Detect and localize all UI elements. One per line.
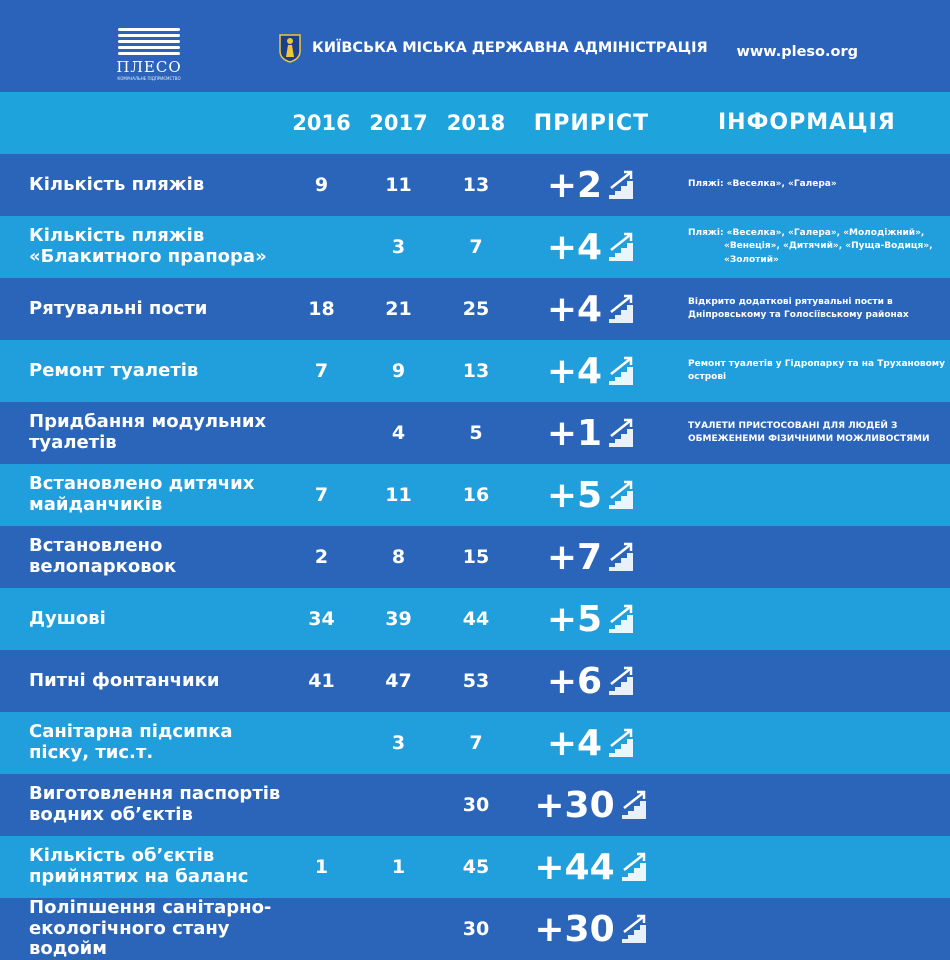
stairs-arrow-icon	[606, 293, 636, 325]
col-2018-header: 2018	[446, 111, 506, 135]
value-2017: 4	[391, 422, 406, 444]
table-row	[0, 898, 950, 960]
info-text: Відкрито додаткові рятувальні пости в Дніпровському та Голосіївському районах	[688, 296, 909, 320]
pleso-logo	[110, 28, 188, 81]
info-cell	[668, 340, 950, 402]
row-label: Рятувальні пости	[29, 297, 208, 319]
growth-cell	[515, 898, 668, 960]
value-2017: 11	[385, 484, 412, 506]
stairs-arrow-icon	[606, 541, 636, 573]
stairs-arrow-icon	[619, 789, 649, 821]
stairs-arrow-icon	[606, 727, 636, 759]
row-label: Душові	[29, 607, 106, 629]
stairs-arrow-icon	[606, 603, 636, 635]
growth-value: +44	[534, 846, 615, 888]
info-cell	[668, 402, 950, 464]
header-label-cell	[0, 92, 283, 154]
growth-cell	[515, 340, 668, 402]
info-cell	[668, 154, 950, 216]
value-2018: 44	[462, 608, 490, 630]
table-row	[0, 464, 950, 526]
table-row	[0, 774, 950, 836]
value-2016	[283, 712, 360, 774]
growth-value: +30	[534, 784, 615, 826]
value-2016	[283, 216, 360, 278]
info-cell	[668, 774, 950, 836]
logo-name: ПЛЕСО	[116, 58, 182, 76]
logo-subtext: КОМУНАЛЬНЕ ПІДПРИЄМСТВО	[117, 76, 181, 81]
row-label: Кількість пляжів «Блакитного прапора»	[29, 225, 267, 267]
value-2018: 7	[469, 236, 483, 258]
value-2018: 5	[469, 422, 483, 444]
value-2016	[283, 774, 360, 836]
kyiv-crest-icon	[278, 33, 302, 63]
row-label: Кількість пляжів	[29, 173, 205, 195]
info-cell	[668, 712, 950, 774]
col-info-header: ІНФОРМАЦІЯ	[718, 110, 896, 136]
kmda-title	[278, 33, 708, 63]
stats-table	[0, 92, 950, 960]
value-2016: 2	[314, 546, 329, 568]
info-cell	[668, 464, 950, 526]
growth-value: +4	[546, 226, 603, 268]
info-text: ТУАЛЕТИ ПРИСТОСОВАНІ ДЛЯ ЛЮДЕЙ З ОБМЕЖЕНЕМИ ФІЗИЧНИМИ МОЖЛИВОСТЯМИ	[688, 420, 930, 444]
info-cell	[668, 526, 950, 588]
info-cell	[668, 216, 950, 278]
growth-value: +6	[546, 660, 603, 702]
value-2017: 39	[385, 608, 412, 630]
value-2016: 18	[308, 298, 335, 320]
col-growth-header: ПРИРІСТ	[533, 110, 650, 136]
row-label: Встановлено дитячих майданчиків	[29, 473, 255, 515]
growth-cell	[515, 588, 668, 650]
value-2017: 8	[391, 546, 406, 568]
stairs-arrow-icon	[619, 851, 649, 883]
value-2017: 3	[391, 236, 406, 258]
table-row	[0, 154, 950, 216]
info-text: Пляжі: «Веселка», «Галера», «Молодіжний»,	[688, 228, 925, 239]
value-2016: 7	[314, 484, 329, 506]
stairs-arrow-icon	[606, 169, 636, 201]
website-link[interactable]: www.pleso.org	[736, 44, 858, 60]
row-label: Питні фонтанчики	[29, 669, 220, 691]
value-2017: 3	[391, 732, 406, 754]
table-row	[0, 402, 950, 464]
stairs-arrow-icon	[606, 231, 636, 263]
info-cell	[668, 836, 950, 898]
growth-cell	[515, 774, 668, 836]
table-row	[0, 650, 950, 712]
value-2016: 9	[314, 174, 329, 196]
value-2016: 41	[308, 670, 335, 692]
table-row	[0, 340, 950, 402]
value-2017	[360, 774, 437, 836]
value-2017: 11	[385, 174, 412, 196]
value-2018: 15	[462, 546, 490, 568]
value-2018: 16	[462, 484, 490, 506]
growth-value: +5	[546, 598, 603, 640]
stairs-arrow-icon	[606, 417, 636, 449]
info-cell	[668, 278, 950, 340]
value-2016: 1	[314, 856, 329, 878]
growth-cell	[515, 402, 668, 464]
table-row	[0, 278, 950, 340]
info-cell	[668, 898, 950, 960]
growth-cell	[515, 216, 668, 278]
row-label: Придбання модульних туалетів	[29, 411, 267, 453]
value-2016	[283, 898, 360, 960]
growth-value: +4	[546, 288, 603, 330]
growth-cell	[515, 836, 668, 898]
growth-cell	[515, 464, 668, 526]
row-label: Ремонт туалетів	[29, 359, 199, 381]
stairs-arrow-icon	[606, 355, 636, 387]
table-row	[0, 588, 950, 650]
table-row	[0, 712, 950, 774]
value-2017: 9	[391, 360, 406, 382]
growth-cell	[515, 526, 668, 588]
stairs-arrow-icon	[619, 913, 649, 945]
org-name: КИЇВСЬКА МІСЬКА ДЕРЖАВНА АДМІНІСТРАЦІЯ	[312, 40, 708, 56]
row-label: Санітарна підсипка піску, тис.т.	[29, 721, 233, 763]
value-2018: 30	[462, 918, 490, 940]
value-2017: 47	[385, 670, 412, 692]
growth-cell	[515, 154, 668, 216]
stairs-arrow-icon	[606, 479, 636, 511]
waves-logo-icon	[110, 28, 188, 55]
value-2017: 1	[391, 856, 406, 878]
info-cell	[668, 588, 950, 650]
value-2018: 53	[462, 670, 490, 692]
growth-cell	[515, 650, 668, 712]
info-text: Ремонт туалетів у Гідропарку та на Трухановому острові	[688, 358, 946, 382]
table-header-row	[0, 92, 950, 154]
value-2018: 13	[462, 360, 490, 382]
table-row	[0, 216, 950, 278]
header	[0, 0, 950, 92]
stairs-arrow-icon	[606, 665, 636, 697]
info-text-continued: «Венеція», «Дитячий», «Пуща-Водиця», «Золотий»	[724, 241, 933, 265]
value-2017	[360, 898, 437, 960]
value-2017: 21	[385, 298, 412, 320]
value-2016: 7	[314, 360, 329, 382]
value-2016	[283, 402, 360, 464]
value-2018: 45	[462, 856, 490, 878]
row-label: Поліпшення санітарно-екологічного стану водойм	[29, 896, 272, 960]
row-label: Встановлено велопарковок	[29, 535, 177, 577]
value-2018: 7	[469, 732, 483, 754]
table-row	[0, 526, 950, 588]
growth-value: +5	[546, 474, 603, 516]
col-2017-header: 2017	[369, 111, 428, 135]
info-text: Пляжі: «Веселка», «Галера»	[688, 179, 837, 190]
growth-value: +7	[546, 536, 603, 578]
col-2016-header: 2016	[292, 111, 351, 135]
growth-value: +4	[546, 722, 603, 764]
growth-value: +30	[534, 908, 615, 950]
growth-cell	[515, 278, 668, 340]
growth-value: +4	[546, 350, 603, 392]
growth-value: +2	[546, 164, 603, 206]
growth-value: +1	[546, 412, 603, 454]
growth-cell	[515, 712, 668, 774]
value-2018: 25	[462, 298, 490, 320]
value-2018: 30	[462, 794, 490, 816]
row-label: Кількість об’єктів прийнятих на баланс	[29, 845, 249, 887]
row-label: Виготовлення паспортів водних об’єктів	[29, 783, 281, 825]
value-2016: 34	[308, 608, 335, 630]
table-row	[0, 836, 950, 898]
info-cell	[668, 650, 950, 712]
value-2018: 13	[462, 174, 490, 196]
